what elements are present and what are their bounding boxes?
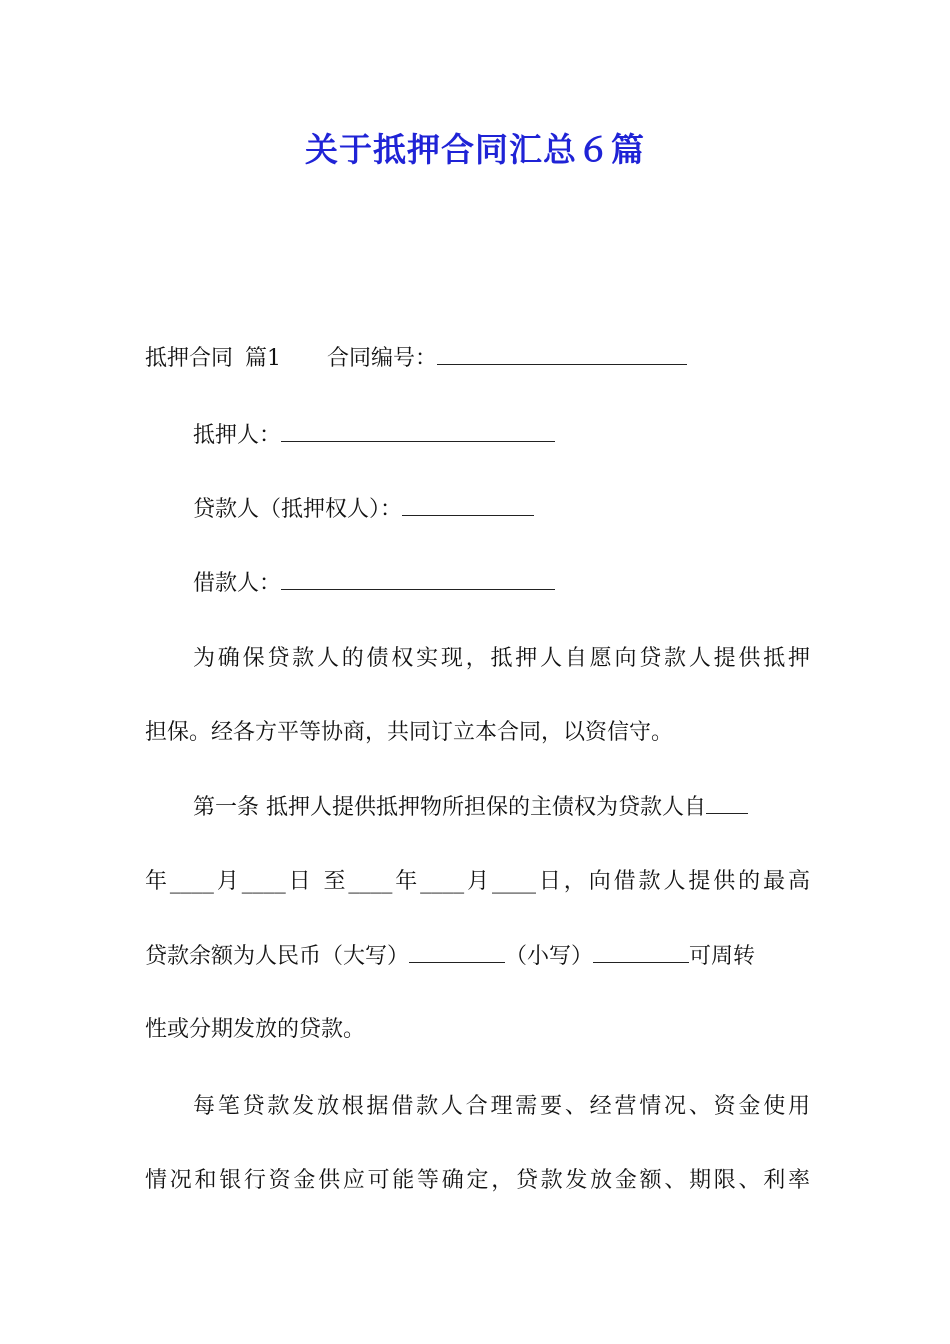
year-blank	[706, 791, 748, 814]
contract-no-label: 合同编号：	[327, 346, 438, 371]
mortgagor-field	[193, 419, 810, 452]
lender-blank	[402, 493, 534, 516]
contract-no-blank	[437, 342, 687, 365]
paragraph-line: 为确保贷款人的债权实现，抵押人自愿向贷款人提供抵押	[193, 646, 810, 671]
mortgagor-blank	[281, 419, 555, 442]
section-label: 篇1	[245, 346, 282, 371]
article-1-line	[145, 940, 810, 973]
mortgagor-label: 抵押人：	[193, 423, 282, 448]
paragraph-line: 每笔贷款发放根据借款人合理需要、经营情况、资金使用	[193, 1094, 810, 1119]
lender-field	[193, 493, 810, 526]
borrower-label: 借款人：	[193, 571, 282, 596]
article-1-line	[193, 791, 810, 824]
header-left-label: 抵押合同	[145, 346, 234, 371]
header-line	[145, 342, 810, 375]
amount-text-c: 可周转	[689, 944, 756, 969]
paragraph-line: 担保。经各方平等协商，共同订立本合同，以资信守。	[145, 720, 674, 745]
article-1-line: 性或分期发放的贷款。	[145, 1017, 366, 1042]
amount-text-a: 贷款余额为人民币（大写）	[145, 944, 410, 969]
article-1-line: 年____月____日 至____年____月____日，向借款人提供的最高	[145, 869, 810, 894]
amount-text-b: （小写）	[505, 944, 594, 969]
amount-upper-blank	[409, 940, 505, 963]
lender-label: 贷款人（抵押权人）：	[193, 497, 403, 522]
paragraph-line: 情况和银行资金供应可能等确定，贷款发放金额、期限、利率	[145, 1168, 810, 1193]
borrower-field	[193, 567, 810, 600]
document-title: 关于抵押合同汇总６篇	[305, 130, 645, 169]
article-1-text: 第一条 抵押人提供抵押物所担保的主债权为贷款人自	[193, 795, 706, 820]
amount-lower-blank	[593, 940, 689, 963]
borrower-blank	[281, 567, 555, 590]
